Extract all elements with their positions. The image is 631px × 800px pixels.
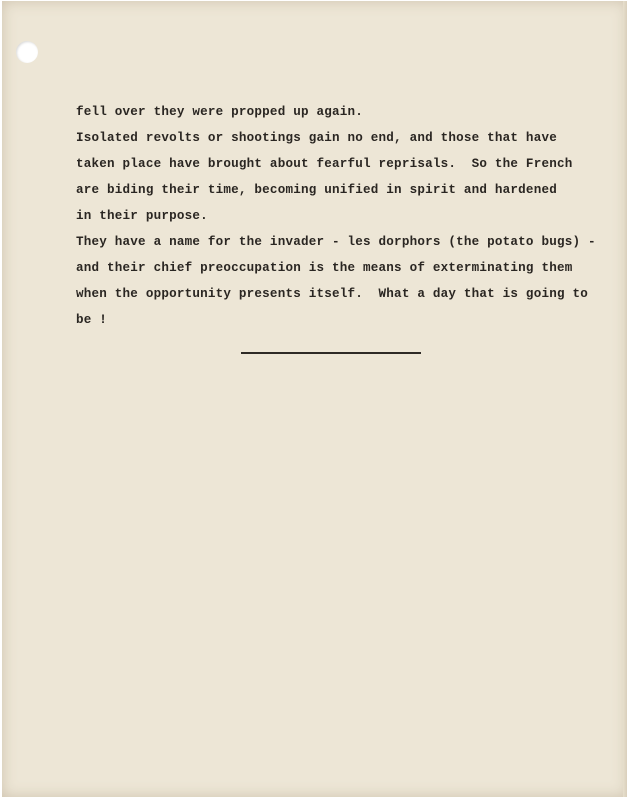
- text-line: in their purpose.: [76, 209, 208, 223]
- text-line: be !: [76, 313, 108, 327]
- text-line: fell over they were propped up again.: [76, 105, 364, 119]
- text-line: and their chief preoccupation is the means of exterminating them: [76, 261, 573, 275]
- page-edge: [623, 1, 627, 797]
- punch-hole: [16, 41, 38, 63]
- text-line: They have a name for the invader - les dorphors (the potato bugs) -: [76, 235, 596, 249]
- text-line: when the opportunity presents itself. What a day that is going to: [76, 287, 588, 301]
- text-line: taken place have brought about fearful reprisals. So the French: [76, 157, 573, 171]
- body-text: [76, 99, 616, 333]
- end-rule: [241, 352, 421, 354]
- text-line: are biding their time, becoming unified in spirit and hardened: [76, 183, 557, 197]
- text-line: Isolated revolts or shootings gain no end, and those that have: [76, 131, 557, 145]
- typewritten-page: [2, 1, 627, 797]
